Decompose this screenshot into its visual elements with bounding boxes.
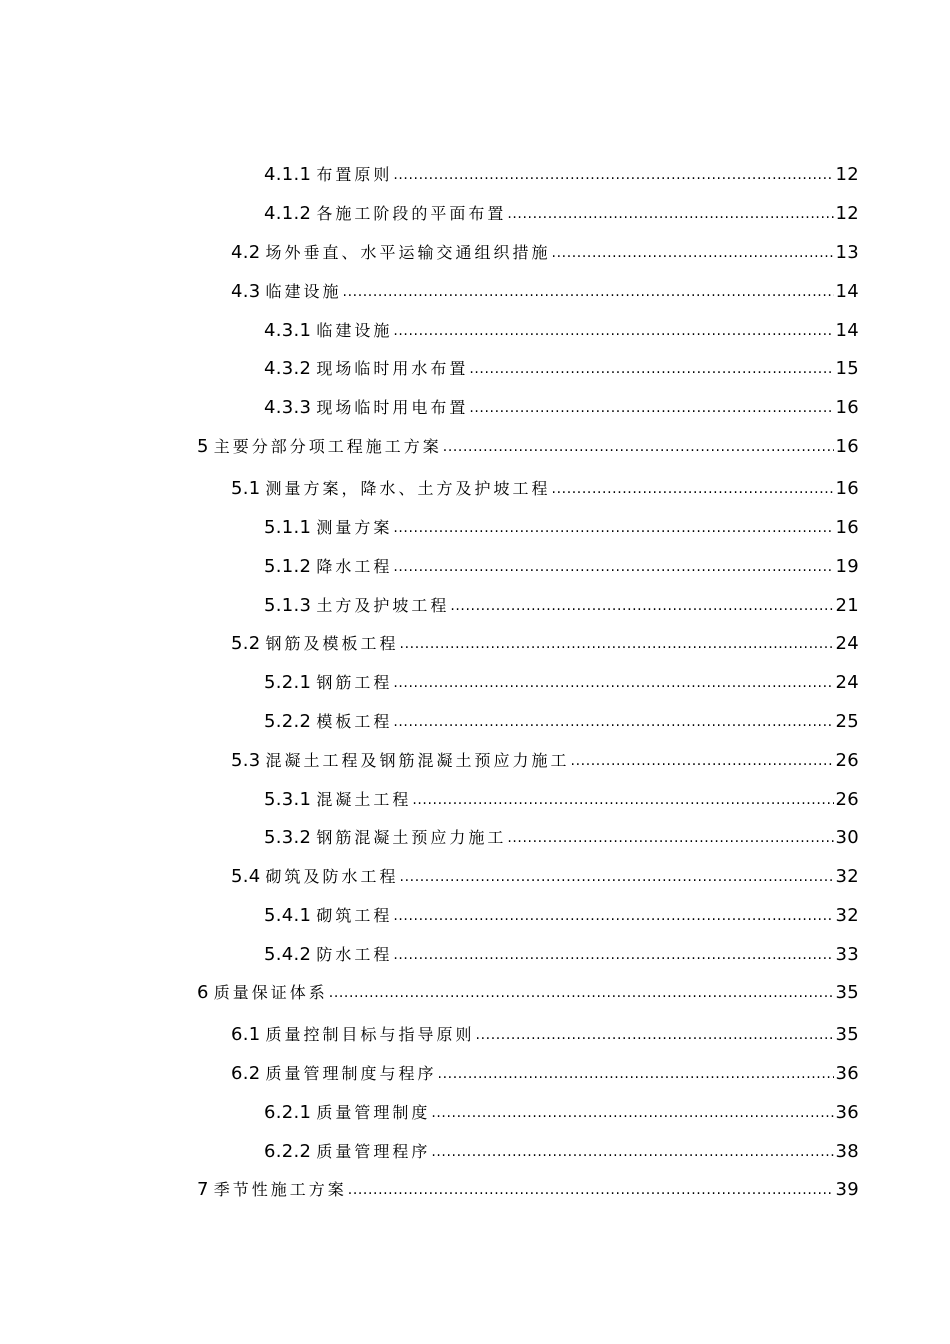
toc-entry-number: 5.4 xyxy=(231,866,261,887)
toc-entry-page: 26 xyxy=(835,750,859,771)
toc-entry-title: 质量管理制度与程序 xyxy=(265,1064,437,1083)
toc-entry-title: 场外垂直、水平运输交通组织措施 xyxy=(265,243,551,262)
toc-entry-number: 4.1.2 xyxy=(264,203,312,224)
toc-entry[interactable] xyxy=(197,976,859,1004)
toc-entry[interactable] xyxy=(231,275,859,303)
toc-entry-number: 5.3.1 xyxy=(264,789,312,810)
toc-dot-leader xyxy=(412,789,834,811)
toc-entry-number: 5.3.2 xyxy=(264,827,312,848)
toc-entry-title: 各施工阶段的平面布置 xyxy=(316,204,507,223)
toc-entry-page: 30 xyxy=(835,827,859,848)
toc-entry[interactable] xyxy=(264,158,859,186)
toc-entry-title: 临建设施 xyxy=(316,321,393,340)
toc-entry-page: 14 xyxy=(835,281,859,302)
toc-entry[interactable] xyxy=(264,821,859,849)
toc-dot-leader xyxy=(400,633,835,655)
toc-dot-leader xyxy=(393,556,834,578)
toc-entry-title: 模板工程 xyxy=(316,712,393,731)
toc-entry-number: 5.4.1 xyxy=(264,905,312,926)
toc-entry-page: 12 xyxy=(835,203,859,224)
toc-entry-title: 砌筑及防水工程 xyxy=(265,867,399,886)
toc-entry-title: 钢筋工程 xyxy=(316,673,393,692)
toc-dot-leader xyxy=(507,203,834,225)
toc-entry[interactable] xyxy=(264,1096,859,1124)
toc-dot-leader xyxy=(469,397,834,419)
toc-entry[interactable] xyxy=(264,899,859,927)
toc-entry-number: 5 xyxy=(197,436,209,457)
toc-entry-title: 钢筋及模板工程 xyxy=(265,634,399,653)
toc-entry-number: 5.2.2 xyxy=(264,711,312,732)
toc-entry-number: 4.3 xyxy=(231,281,261,302)
toc-entry-number: 6.2 xyxy=(231,1063,261,1084)
toc-entry-page: 32 xyxy=(835,905,859,926)
toc-entry[interactable] xyxy=(264,197,859,225)
toc-entry-title: 临建设施 xyxy=(265,282,342,301)
toc-entry[interactable] xyxy=(264,666,859,694)
toc-entry-number: 4.3.3 xyxy=(264,397,312,418)
toc-dot-leader xyxy=(469,358,834,380)
toc-entry-title: 现场临时用电布置 xyxy=(316,398,469,417)
toc-entry-page: 39 xyxy=(835,1179,859,1200)
toc-entry-title: 降水工程 xyxy=(316,557,393,576)
toc-dot-leader xyxy=(348,1179,835,1201)
toc-dot-leader xyxy=(476,1024,835,1046)
toc-entry-title: 质量保证体系 xyxy=(213,983,328,1002)
toc-entry-page: 16 xyxy=(835,478,859,499)
toc-entry-number: 7 xyxy=(197,1179,209,1200)
toc-entry-title: 现场临时用水布置 xyxy=(316,359,469,378)
toc-entry[interactable] xyxy=(231,744,859,772)
toc-entry[interactable] xyxy=(231,472,859,500)
toc-entry-number: 5.1.3 xyxy=(264,595,312,616)
toc-entry-page: 38 xyxy=(835,1141,859,1162)
toc-entry[interactable] xyxy=(264,391,859,419)
toc-entry[interactable] xyxy=(231,1018,859,1046)
toc-entry-number: 4.1.1 xyxy=(264,164,312,185)
toc-dot-leader xyxy=(393,517,834,539)
toc-dot-leader xyxy=(400,866,835,888)
toc-entry-title: 钢筋混凝土预应力施工 xyxy=(316,828,507,847)
toc-entry-number: 5.1 xyxy=(231,478,261,499)
toc-entry-title: 砌筑工程 xyxy=(316,906,393,925)
toc-dot-leader xyxy=(450,595,834,617)
toc-entry-page: 16 xyxy=(835,397,859,418)
toc-dot-leader xyxy=(393,320,834,342)
toc-entry[interactable] xyxy=(264,550,859,578)
toc-entry-number: 5.3 xyxy=(231,750,261,771)
toc-entry-page: 26 xyxy=(835,789,859,810)
toc-entry-page: 14 xyxy=(835,320,859,341)
toc-entry[interactable] xyxy=(231,236,859,264)
toc-dot-leader xyxy=(343,281,835,303)
toc-entry[interactable] xyxy=(264,511,859,539)
toc-entry-page: 16 xyxy=(835,517,859,538)
toc-entry-page: 25 xyxy=(835,711,859,732)
toc-dot-leader xyxy=(393,711,834,733)
toc-entry[interactable] xyxy=(231,1057,859,1085)
toc-entry-number: 4.3.2 xyxy=(264,358,312,379)
toc-entry-title: 防水工程 xyxy=(316,945,393,964)
toc-dot-leader xyxy=(431,1141,834,1163)
toc-dot-leader xyxy=(438,1063,835,1085)
toc-entry-title: 土方及护坡工程 xyxy=(316,596,450,615)
toc-entry-number: 5.4.2 xyxy=(264,944,312,965)
toc-entry-page: 13 xyxy=(835,242,859,263)
toc-entry[interactable] xyxy=(197,430,859,458)
toc-dot-leader xyxy=(552,242,835,264)
toc-entry-title: 质量管理程序 xyxy=(316,1142,431,1161)
toc-entry[interactable] xyxy=(231,860,859,888)
toc-entry-number: 5.1.2 xyxy=(264,556,312,577)
toc-entry-title: 质量控制目标与指导原则 xyxy=(265,1025,475,1044)
toc-entry-title: 测量方案 xyxy=(316,518,393,537)
toc-entry-title: 季节性施工方案 xyxy=(213,1180,347,1199)
toc-entry-number: 5.1.1 xyxy=(264,517,312,538)
toc-entry-page: 19 xyxy=(835,556,859,577)
toc-dot-leader xyxy=(507,827,834,849)
toc-entry-number: 4.3.1 xyxy=(264,320,312,341)
toc-entry-page: 35 xyxy=(835,982,859,1003)
toc-entry-number: 6.1 xyxy=(231,1024,261,1045)
toc-dot-leader xyxy=(552,478,835,500)
toc-entry-page: 12 xyxy=(835,164,859,185)
toc-entry-page: 16 xyxy=(835,436,859,457)
toc-dot-leader xyxy=(393,672,834,694)
toc-entry-page: 33 xyxy=(835,944,859,965)
toc-dot-leader xyxy=(393,164,834,186)
toc-entry-page: 21 xyxy=(835,595,859,616)
toc-entry[interactable] xyxy=(264,705,859,733)
toc-dot-leader xyxy=(443,436,835,458)
toc-dot-leader xyxy=(393,944,834,966)
toc-entry-number: 5.2.1 xyxy=(264,672,312,693)
toc-entry-page: 24 xyxy=(835,672,859,693)
toc-entry-page: 15 xyxy=(835,358,859,379)
toc-entry-number: 6.2.1 xyxy=(264,1102,312,1123)
toc-entry-title: 布置原则 xyxy=(316,165,393,184)
toc-entry-title: 主要分部分项工程施工方案 xyxy=(213,437,442,456)
toc-entry-number: 4.2 xyxy=(231,242,261,263)
toc-entry[interactable] xyxy=(264,352,859,380)
toc-entry-page: 36 xyxy=(835,1102,859,1123)
toc-entry[interactable] xyxy=(264,589,859,617)
toc-entry[interactable] xyxy=(264,783,859,811)
toc-entry[interactable] xyxy=(197,1173,859,1201)
toc-entry-page: 35 xyxy=(835,1024,859,1045)
toc-entry-page: 36 xyxy=(835,1063,859,1084)
toc-entry-title: 混凝土工程 xyxy=(316,790,412,809)
toc-entry[interactable] xyxy=(264,938,859,966)
toc-entry-title: 混凝土工程及钢筋混凝土预应力施工 xyxy=(265,751,570,770)
toc-entry-number: 6.2.2 xyxy=(264,1141,312,1162)
toc-entry[interactable] xyxy=(264,1135,859,1163)
toc-dot-leader xyxy=(329,982,835,1004)
toc-entry-title: 测量方案，降水、土方及护坡工程 xyxy=(265,479,551,498)
toc-entry[interactable] xyxy=(264,314,859,342)
toc-entry-page: 32 xyxy=(835,866,859,887)
toc-dot-leader xyxy=(393,905,834,927)
toc-entry-number: 5.2 xyxy=(231,633,261,654)
toc-dot-leader xyxy=(571,750,835,772)
toc-entry-number: 6 xyxy=(197,982,209,1003)
toc-entry[interactable] xyxy=(231,627,859,655)
toc-entry-page: 24 xyxy=(835,633,859,654)
toc-entry-title: 质量管理制度 xyxy=(316,1103,431,1122)
toc-dot-leader xyxy=(431,1102,834,1124)
